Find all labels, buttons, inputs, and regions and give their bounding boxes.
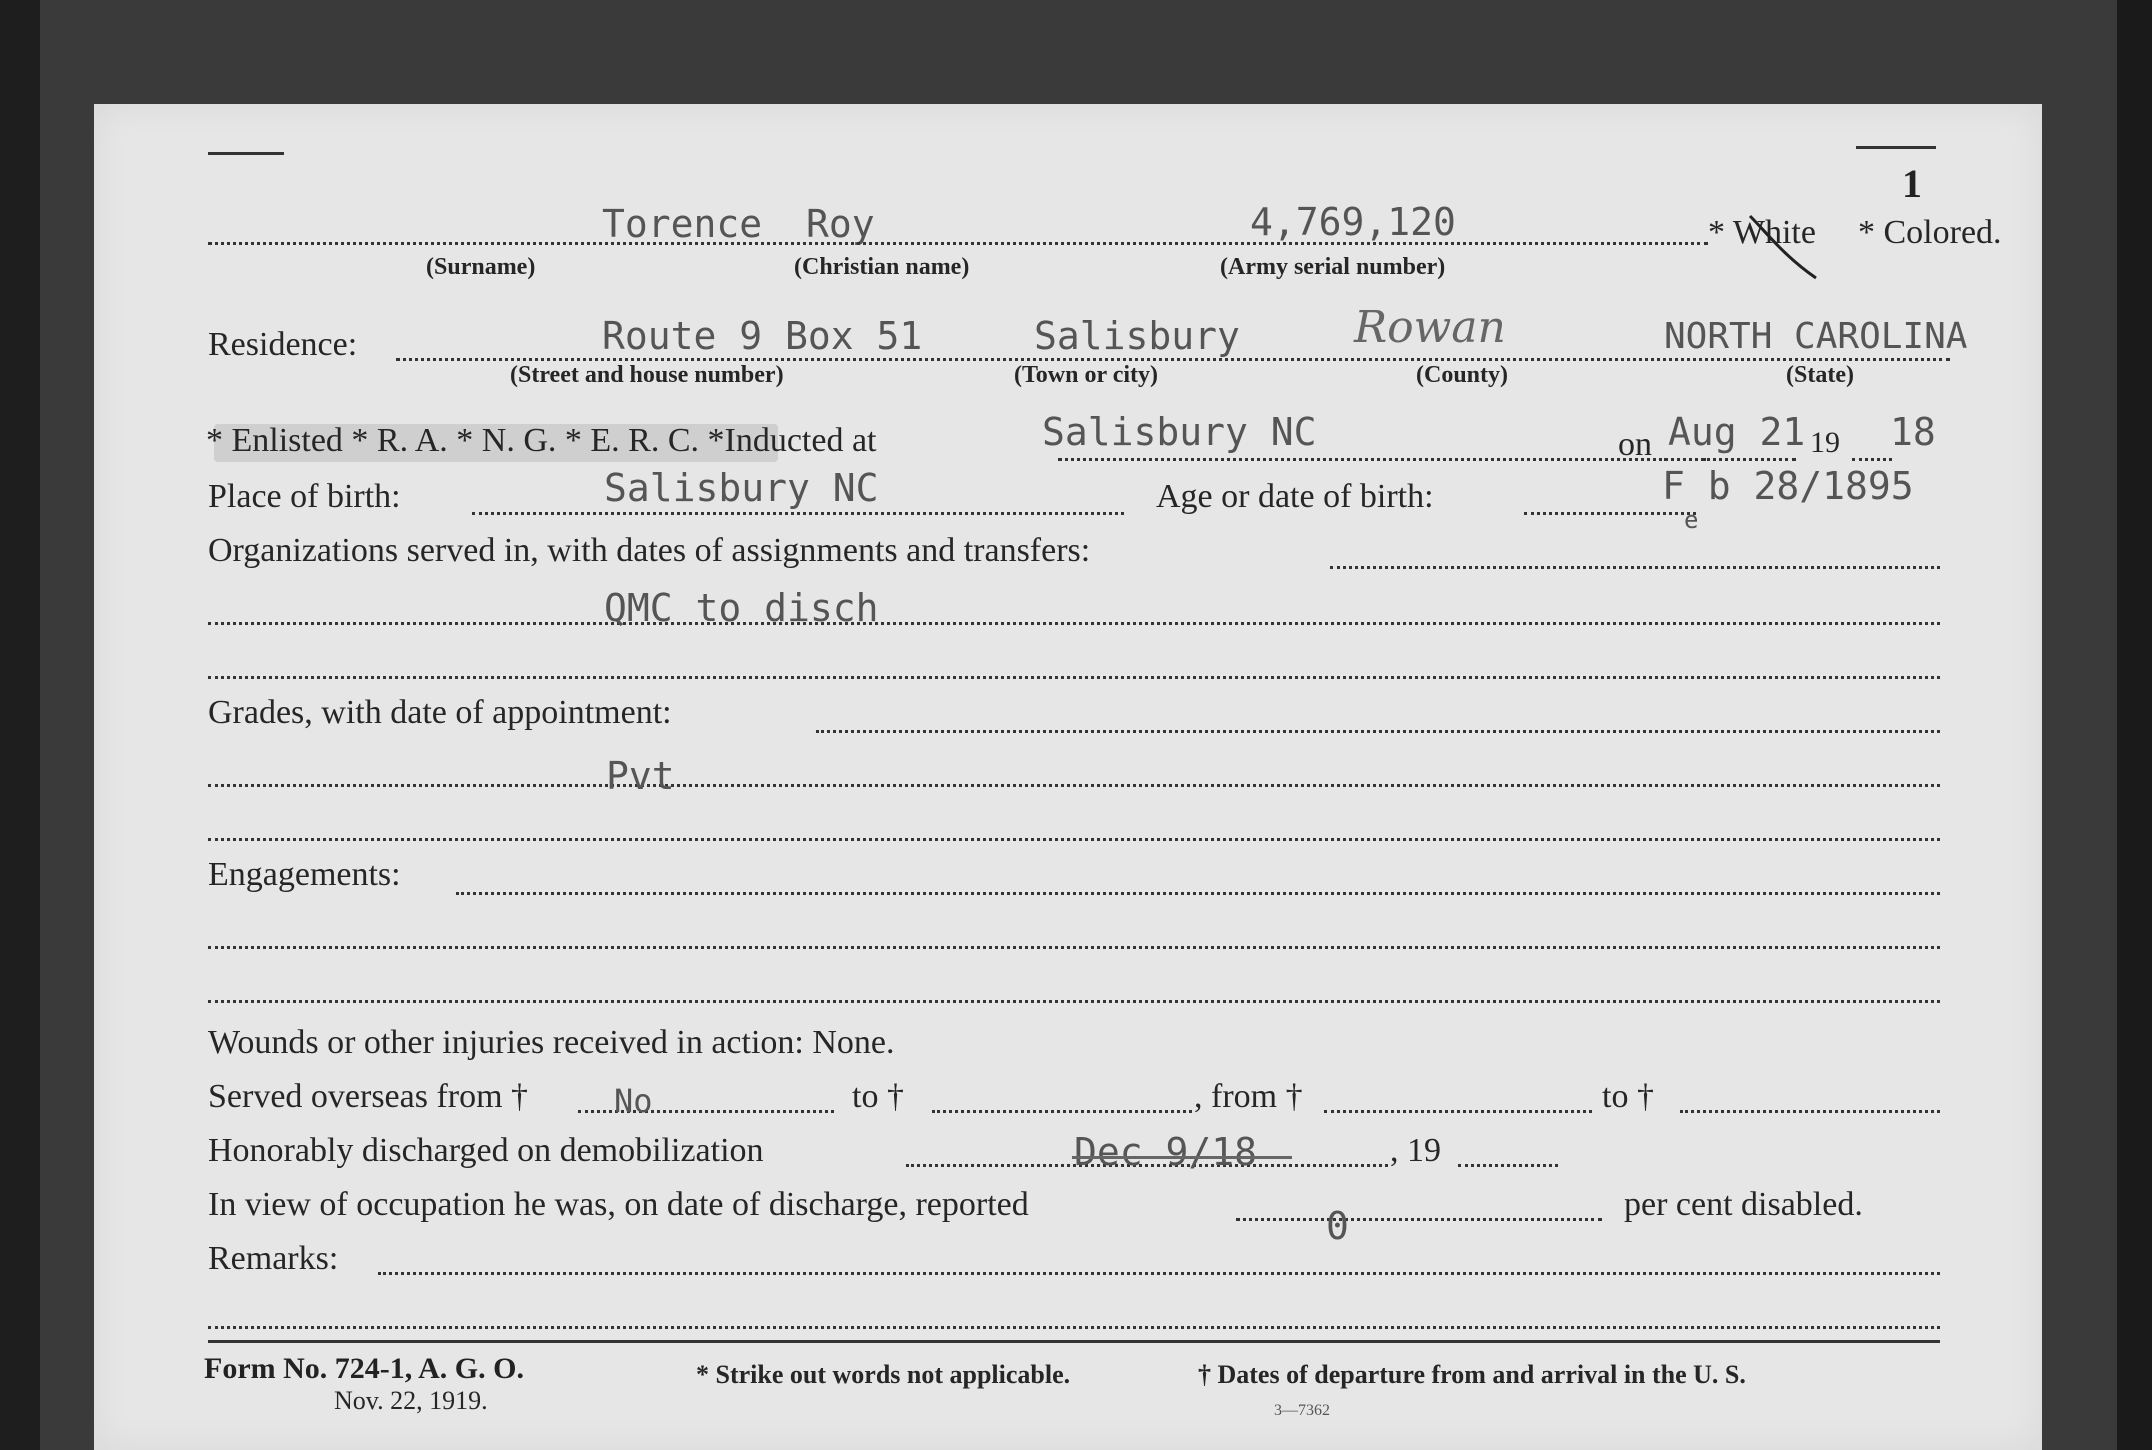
white-strike-mark bbox=[1744, 212, 1824, 284]
footnote-dates: † Dates of departure from and arrival in the U. S. bbox=[1198, 1360, 1746, 1389]
organizations-value: QMC to disch bbox=[604, 586, 879, 630]
remarks-line-1 bbox=[378, 1272, 1940, 1275]
served-overseas-label: Served overseas from † bbox=[208, 1078, 529, 1115]
grades-line-1 bbox=[816, 730, 1940, 733]
engagements-line-2 bbox=[208, 946, 1940, 949]
scan-left-border bbox=[0, 0, 40, 1450]
grades-value: Pvt bbox=[606, 754, 675, 798]
residence-street-value: Route 9 Box 51 bbox=[602, 314, 923, 358]
dob-line bbox=[1524, 512, 1696, 515]
from-label-2: , from † bbox=[1194, 1078, 1303, 1115]
residence-state-value: NORTH CAROLINA bbox=[1664, 316, 1968, 357]
form-date: Nov. 22, 1919. bbox=[334, 1386, 488, 1415]
discharge-year-label: , 19 bbox=[1390, 1132, 1441, 1169]
date-of-birth-value: F b 28/1895 bbox=[1662, 464, 1914, 508]
engagements-label: Engagements: bbox=[208, 856, 401, 893]
discharge-date-strike bbox=[1072, 1156, 1292, 1159]
percent-disabled-label: per cent disabled. bbox=[1624, 1186, 1863, 1223]
place-of-birth-label: Place of birth: bbox=[208, 478, 401, 515]
inducted-at-value: Salisbury NC bbox=[1042, 410, 1317, 454]
top-right-rule bbox=[1856, 146, 1936, 149]
form-number: Form No. 724-1, A. G. O. bbox=[204, 1352, 524, 1385]
served-to-line bbox=[932, 1110, 1192, 1113]
remarks-line-2 bbox=[208, 1326, 1940, 1329]
occupation-label: In view of occupation he was, on date of discharge, reported bbox=[208, 1186, 1029, 1223]
race-white-label: * White bbox=[1708, 214, 1816, 251]
remarks-label: Remarks: bbox=[208, 1240, 339, 1277]
christian-name-caption: (Christian name) bbox=[794, 254, 970, 280]
residence-line bbox=[396, 358, 1950, 361]
footnote-strike-out: * Strike out words not applicable. bbox=[696, 1360, 1071, 1389]
bottom-print-code: 3—7362 bbox=[1274, 1402, 1330, 1419]
footer-rule bbox=[208, 1340, 1940, 1343]
age-dob-label: Age or date of birth: bbox=[1156, 478, 1434, 515]
place-of-birth-line bbox=[472, 512, 1124, 515]
county-caption: (County) bbox=[1416, 362, 1509, 388]
name-line bbox=[208, 242, 1708, 245]
engagements-line-3 bbox=[208, 1000, 1940, 1003]
christian-name-value: Roy bbox=[806, 202, 875, 246]
state-caption: (State) bbox=[1786, 362, 1854, 388]
top-left-rule bbox=[208, 152, 284, 155]
organizations-line-1 bbox=[1330, 566, 1940, 569]
induction-date-value: Aug 21 bbox=[1668, 410, 1806, 454]
enlistment-type-label: * Enlisted * R. A. * N. G. * E. R. C. *Inducted at bbox=[206, 422, 877, 459]
wounds-label: Wounds or other injuries received in action: None. bbox=[208, 1024, 895, 1061]
to-label-1: to † bbox=[852, 1078, 904, 1115]
page-number: 1 bbox=[1902, 161, 1922, 206]
grades-line-2 bbox=[208, 784, 1940, 787]
surname-caption: (Surname) bbox=[426, 254, 536, 280]
inducted-line bbox=[1058, 458, 1706, 461]
residence-county-value: Rowan bbox=[1354, 302, 1506, 353]
grades-label: Grades, with date of appointment: bbox=[208, 694, 672, 731]
place-of-birth-value: Salisbury NC bbox=[604, 466, 879, 510]
race-colored-label: * Colored. bbox=[1858, 214, 2002, 251]
induction-year-line bbox=[1852, 458, 1892, 461]
served-to-line-2 bbox=[1680, 1110, 1940, 1113]
grades-line-3 bbox=[208, 838, 1940, 841]
to-label-2: to † bbox=[1602, 1078, 1654, 1115]
induction-year-value: 18 bbox=[1890, 410, 1936, 454]
scan-right-border bbox=[2117, 0, 2152, 1450]
organizations-line-3 bbox=[208, 676, 1940, 679]
discharge-label: Honorably discharged on demobilization bbox=[208, 1132, 764, 1169]
disabled-percent-line bbox=[1236, 1218, 1602, 1221]
residence-label: Residence: bbox=[208, 326, 358, 363]
induction-date-line bbox=[1664, 458, 1796, 461]
organizations-label: Organizations served in, with dates of assignments and transfers: bbox=[208, 532, 1091, 569]
served-overseas-value: No bbox=[614, 1082, 653, 1120]
on-label: on bbox=[1618, 426, 1652, 463]
engagements-line-1 bbox=[456, 892, 1940, 895]
disabled-percent-value: 0 bbox=[1326, 1204, 1349, 1248]
year-prefix-label: 19 bbox=[1810, 426, 1840, 459]
town-caption: (Town or city) bbox=[1014, 362, 1158, 388]
service-record-card bbox=[94, 104, 2042, 1450]
serial-number-caption: (Army serial number) bbox=[1220, 254, 1446, 280]
serial-number-value: 4,769,120 bbox=[1250, 200, 1456, 244]
surname-value: Torence bbox=[602, 202, 763, 246]
discharge-date-value: Dec 9/18 bbox=[1074, 1130, 1258, 1174]
discharge-year-line bbox=[1458, 1164, 1558, 1167]
organizations-line-2 bbox=[208, 622, 1940, 625]
dob-correction-insert: e bbox=[1684, 506, 1699, 534]
street-caption: (Street and house number) bbox=[510, 362, 784, 388]
residence-town-value: Salisbury bbox=[1034, 314, 1240, 358]
served-from-line-2 bbox=[1324, 1110, 1592, 1113]
